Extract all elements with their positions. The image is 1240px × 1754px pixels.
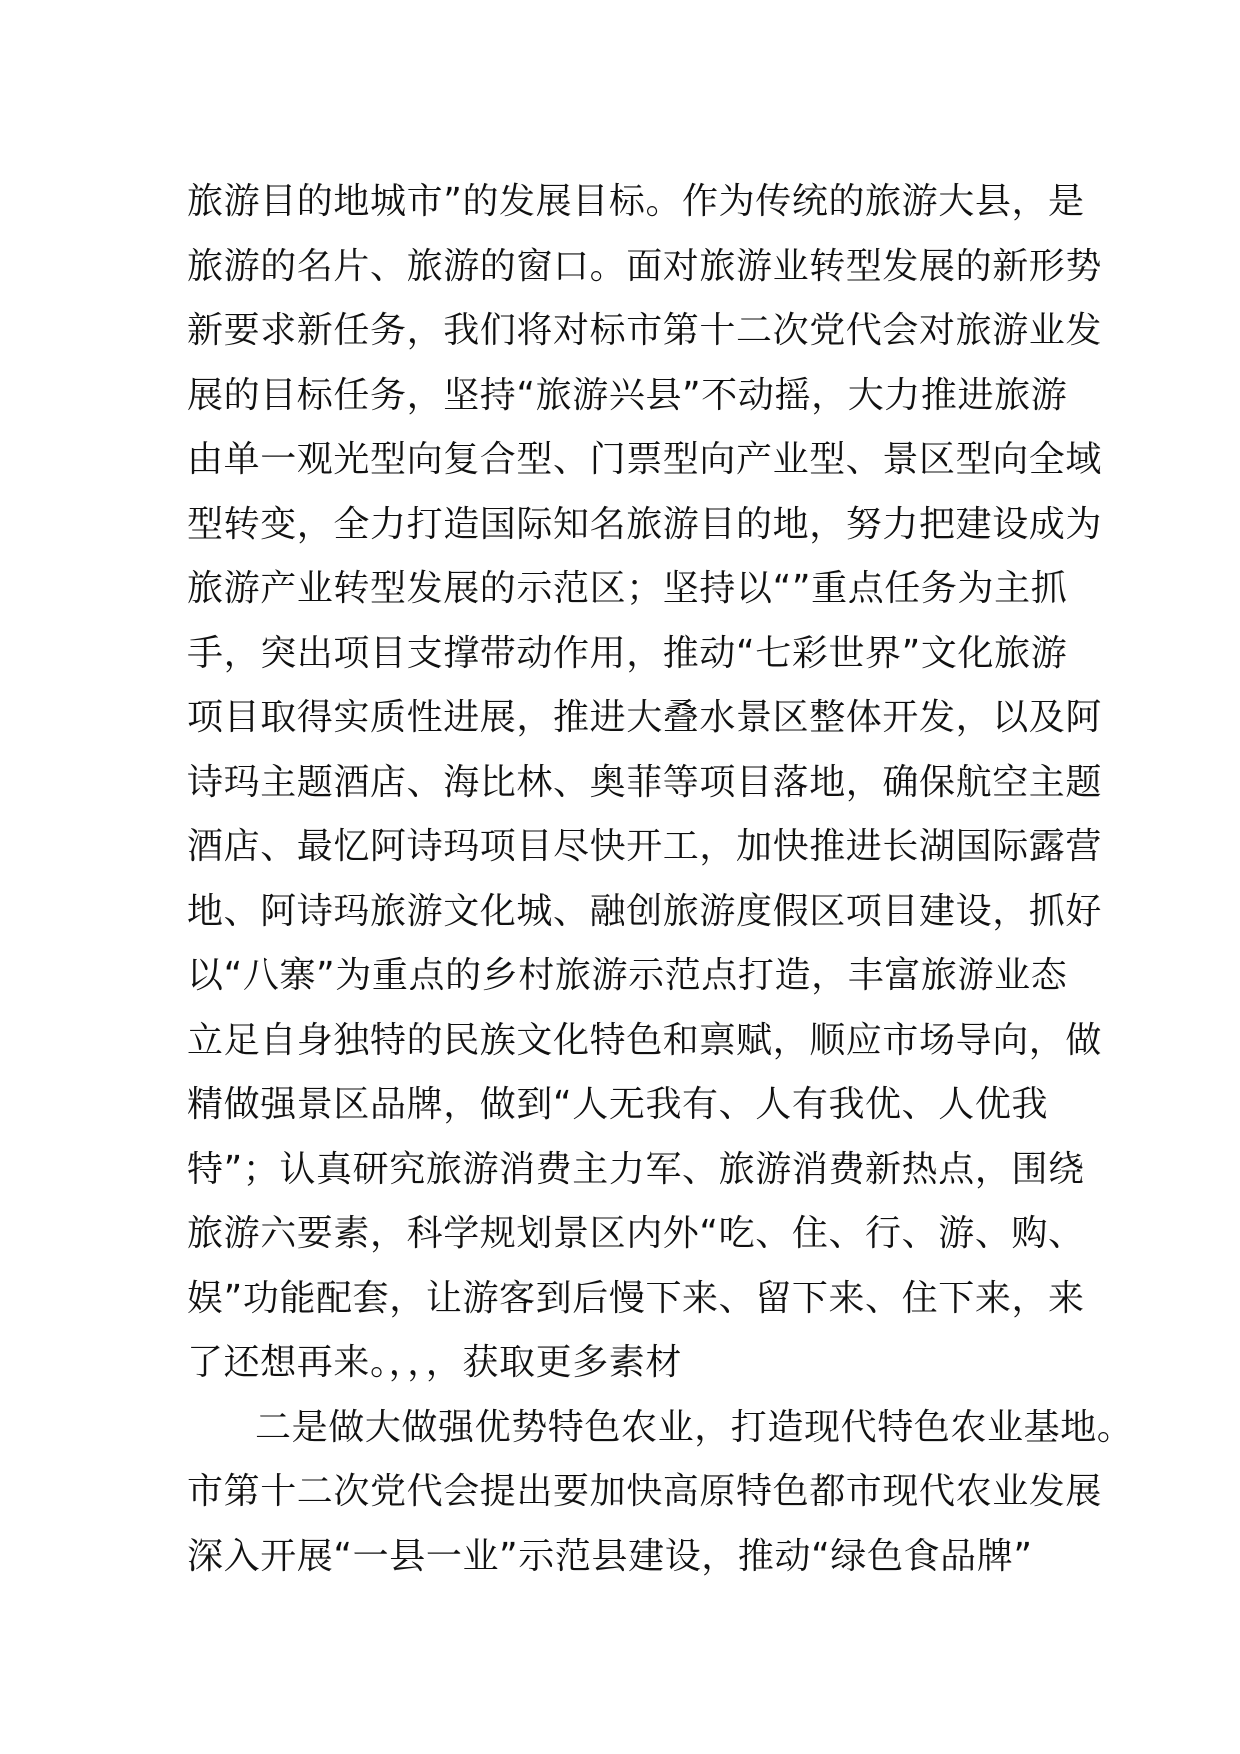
text-line: 旅游的名片、旅游的窗口。面对旅游业转型发展的新形势 (187, 245, 1103, 287)
text-line: 新要求新任务，我们将对标市第十二次党代会对旅游业发 (187, 310, 1103, 351)
text-line: 展的目标任务，坚持“旅游兴县”不动摇，大力推进旅游 (187, 374, 1068, 416)
text-line: 深入开展“一县一业”示范县建设，推动“绿色食品牌” (187, 1535, 1033, 1577)
text-line: 酒店、最忆阿诗玛项目尽快开工，加快推进长湖国际露营 (187, 826, 1103, 867)
text-line: 以“八寨”为重点的乡村旅游示范点打造，丰富旅游业态 (187, 955, 1068, 996)
paragraph-start-line: 二是做大做强优势特色农业，打造现代特色农业基地。 (255, 1406, 1134, 1448)
text-line: 特”；认真研究旅游消费主力军、旅游消费新热点，围绕 (187, 1148, 1085, 1190)
text-line: 了还想再来。，，，获取更多素材 (187, 1342, 683, 1383)
text-line: 旅游六要素，科学规划景区内外“吃、住、行、游、购、 (187, 1213, 1085, 1254)
text-line: 旅游目的地城市”的发展目标。作为传统的旅游大县，是 (187, 181, 1085, 222)
text-line: 项目取得实质性进展，推进大叠水景区整体开发，以及阿 (187, 697, 1103, 738)
text-line: 型转变，全力打造国际知名旅游目的地，努力把建设成为 (187, 503, 1103, 545)
text-line: 诗玛主题酒店、海比林、奥菲等项目落地，确保航空主题 (187, 761, 1103, 803)
body-text (187, 170, 1134, 1589)
text-line: 市第十二次党代会提出要加快高原特色都市现代农业发展 (187, 1471, 1103, 1512)
text-line: 地、阿诗玛旅游文化城、融创旅游度假区项目建设，抓好 (187, 890, 1103, 932)
text-line: 娱”功能配套，让游客到后慢下来、留下来、住下来，来 (187, 1277, 1085, 1319)
text-line: 旅游产业转型发展的示范区；坚持以“”重点任务为主抓 (187, 568, 1068, 609)
text-line: 手，突出项目支撑带动作用，推动“七彩世界”文化旅游 (187, 632, 1068, 674)
text-line: 精做强景区品牌，做到“人无我有、人有我优、人优我 (187, 1084, 1049, 1125)
text-line: 由单一观光型向复合型、门票型向产业型、景区型向全域 (187, 439, 1103, 480)
text-line: 立足自身独特的民族文化特色和禀赋，顺应市场导向，做 (187, 1019, 1103, 1061)
